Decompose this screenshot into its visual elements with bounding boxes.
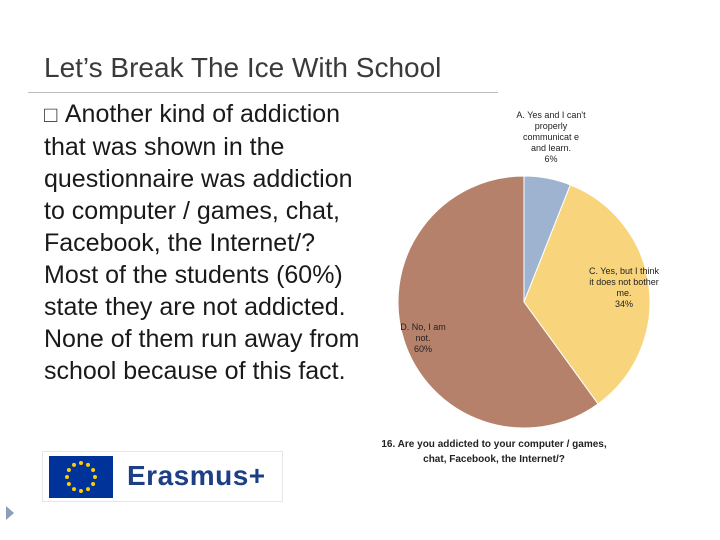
bullet-text: Another kind of addiction that was shown in the questionnaire was addiction to computer / games, chat, Facebook, the Internet/? Most of the students (60%) state they are not addicted. None of them run away from school because of this fact. (44, 100, 360, 385)
navigation-arrow-icon[interactable] (6, 506, 14, 520)
slice-label-d (398, 322, 448, 355)
slice-label-a-text: A. Yes and I can't properly communicat e and learn. (516, 110, 586, 153)
slice-label-a-percent: 6% (544, 154, 558, 164)
slice-label-d-text: D. No, I am not. (400, 322, 446, 343)
erasmus-wordmark: Erasmus+ (127, 460, 266, 491)
chart-title: 16. Are you addicted to your computer / games, chat, Facebook, the Internet/? (381, 439, 607, 465)
bullet-icon: □ (44, 102, 58, 127)
slice-label-a (516, 110, 586, 165)
slice-label-c-text: C. Yes, but I think it does not bother me. (588, 266, 660, 298)
slice-label-c-percent: 34% (614, 299, 633, 309)
slice-label-c (586, 266, 662, 310)
slide-title: Let’s Break The Ice With School (44, 52, 442, 83)
slice-label-d-percent: 60% (413, 344, 432, 354)
